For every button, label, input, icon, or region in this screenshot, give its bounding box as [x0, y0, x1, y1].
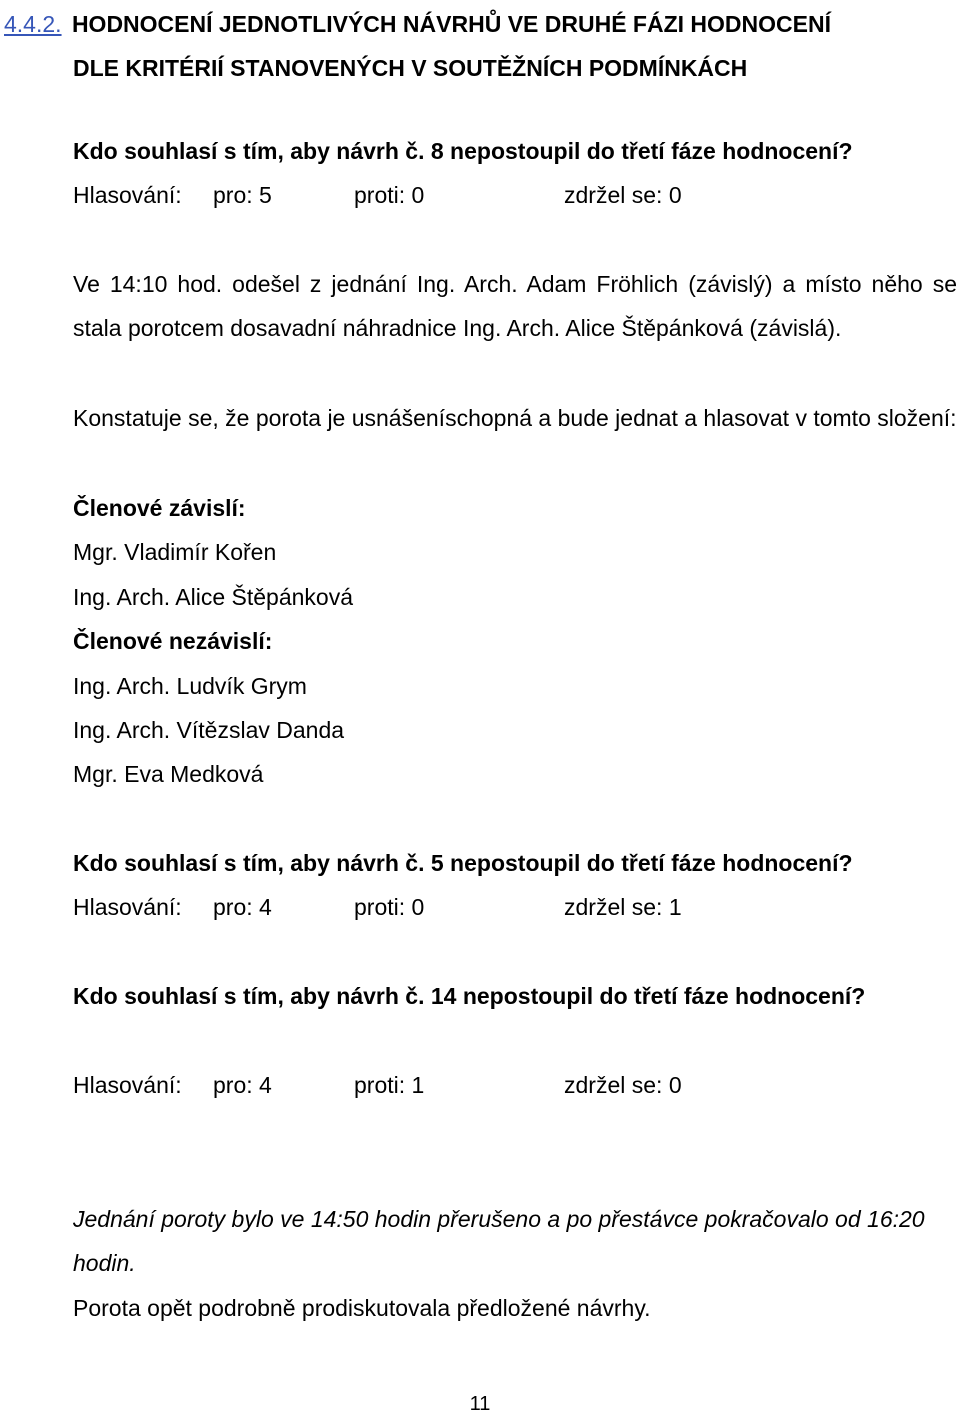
vote2-zdrzel: zdržel se: 1: [564, 894, 682, 920]
independent-members-heading: Členové nezávislí:: [73, 628, 273, 654]
quorum-paragraph: Konstatuje se, že porota je usnášeníschopná a bude jednat a hlasovat v tomto složení:: [73, 405, 957, 431]
vote3-zdrzel: zdržel se: 0: [564, 1072, 682, 1098]
section-heading: [4, 2, 954, 90]
dependent-member: Mgr. Vladimír Kořen: [73, 539, 277, 565]
vote2-label: Hlasování:: [73, 894, 182, 920]
discussion-note: Porota opět podrobně prodiskutovala předložené návrhy.: [73, 1295, 651, 1321]
independent-member: Ing. Arch. Ludvík Grym: [73, 673, 307, 699]
dependent-member: Ing. Arch. Alice Štěpánková: [73, 584, 354, 610]
vote3-question: Kdo souhlasí s tím, aby návrh č. 14 nepostoupil do třetí fáze hodnocení?: [73, 983, 866, 1009]
vote3-label: Hlasování:: [73, 1072, 182, 1098]
vote1-zdrzel: zdržel se: 0: [564, 182, 682, 208]
section-number[interactable]: 4.4.2.: [4, 11, 62, 37]
vote1-pro: pro: 5: [213, 182, 272, 208]
vote2-proti: proti: 0: [354, 894, 425, 920]
section-title-line1: HODNOCENÍ JEDNOTLIVÝCH NÁVRHŮ VE DRUHÉ FÁZI HODNOCENÍ: [71, 11, 831, 37]
jury-change-paragraph: Ve 14:10 hod. odešel z jednání Ing. Arch. Adam Fröhlich (závislý) a místo něho se stala porotcem dosavadní náhradnice Ing. Arch. Alice Štěpánková (závislá).: [73, 271, 957, 341]
vote3-proti: proti: 1: [354, 1072, 425, 1098]
vote3-result: [73, 1071, 773, 1099]
vote2-pro: pro: 4: [213, 894, 272, 920]
vote2-result: [73, 893, 773, 921]
vote1-result: [73, 181, 773, 209]
vote3-pro: pro: 4: [213, 1072, 272, 1098]
vote1-label: Hlasování:: [73, 182, 182, 208]
vote1-question: Kdo souhlasí s tím, aby návrh č. 8 nepostoupil do třetí fáze hodnocení?: [73, 138, 853, 164]
independent-member: Ing. Arch. Vítězslav Danda: [73, 717, 345, 743]
vote2-question: Kdo souhlasí s tím, aby návrh č. 5 nepostoupil do třetí fáze hodnocení?: [73, 850, 853, 876]
vote1-proti: proti: 0: [354, 182, 425, 208]
break-note: Jednání poroty bylo ve 14:50 hodin přerušeno a po přestávce pokračovalo od 16:20 hodin.: [73, 1206, 925, 1276]
independent-member: Mgr. Eva Medková: [73, 761, 264, 787]
page-number: 11: [469, 1393, 491, 1415]
dependent-members-heading: Členové závislí:: [73, 495, 246, 521]
section-title-line2: DLE KRITÉRIÍ STANOVENÝCH V SOUTĚŽNÍCH PODMÍNKÁCH: [73, 55, 748, 81]
